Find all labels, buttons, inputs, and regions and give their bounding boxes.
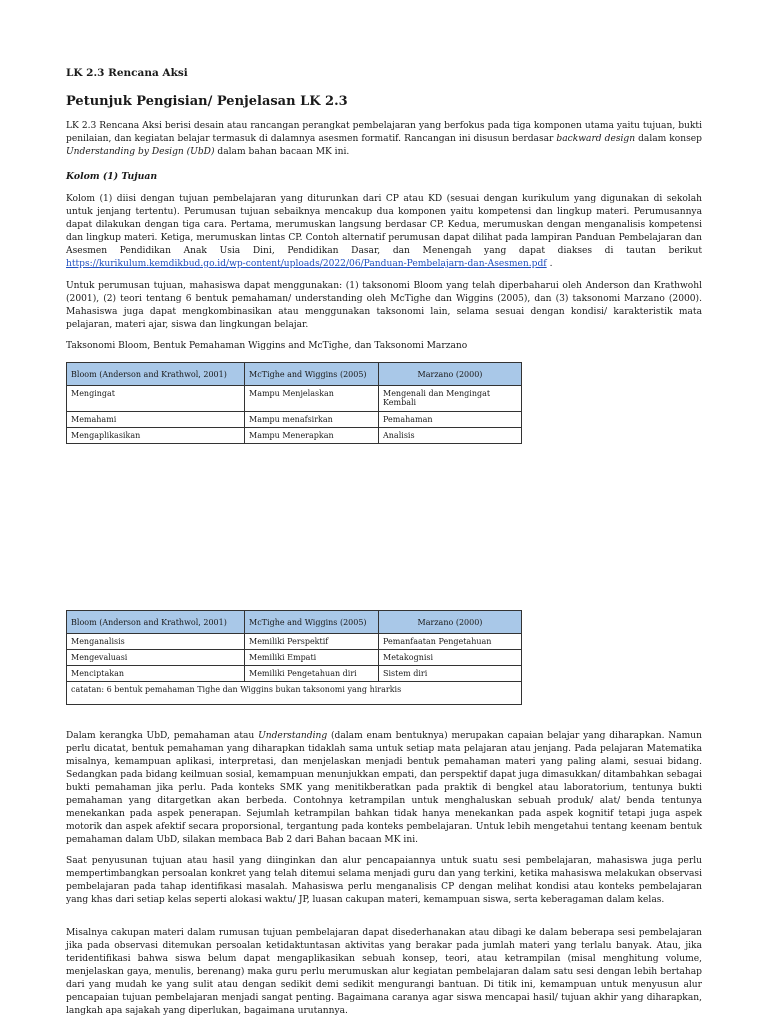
kolom-paragraph: Kolom (1) diisi dengan tujuan pembelajaran yang diturunkan dari CP atau KD (sesuai dengan kurikulum yang digunakan di sekolah untuk jenjang tertentu). Perumusan tujuan sebaiknya mencakup dua komponen yaitu kompetensi dan lingkup materi. Perumusannya dapat dilakukan dengan tiga cara. Pertama, merumuskan langsung berdasar CP. Kedua, merumuskan dengan menganalisis kompetensi dan lingkup materi. Ketiga, merumuskan lintas CP. Contoh alternatif perumusan dapat dilihat pada lampiran Panduan Pembelajaran dan Asesmen Pendidikan Anak Usia Dini, Pendidikan Dasar, dan Menengah yang dapat diakses di tautan berikut https://kurikulum.kemdikbud.go.id/wp-content/uploads/2022/06/Panduan-Pembelajarn-dan-Asesmen.pdf .	[66, 194, 702, 269]
table-cell: Mengingat	[67, 386, 245, 412]
section-label: LK 2.3 Rencana Aksi	[66, 67, 188, 79]
table-cell: Mengevaluasi	[67, 650, 245, 666]
table-row	[67, 412, 522, 428]
table-row	[67, 650, 522, 666]
table-row	[67, 428, 522, 444]
table-cell: Memiliki Pengetahuan diri	[245, 666, 379, 682]
page-title: Petunjuk Pengisian/ Penjelasan LK 2.3	[66, 94, 348, 109]
panduan-link[interactable]: https://kurikulum.kemdikbud.go.id/wp-content/uploads/2022/06/Panduan-Pembelajarn-dan-Asesmen.pdf	[66, 259, 547, 269]
table-row	[67, 386, 522, 412]
table-cell: Analisis	[379, 428, 522, 444]
table-header-row	[67, 611, 522, 634]
table-caption: Taksonomi Bloom, Bentuk Pemahaman Wiggins and McTighe, dan Taksonomi Marzano	[66, 341, 468, 351]
table-cell: Mampu Menerapkan	[245, 428, 379, 444]
table-cell: Metakognisi	[379, 650, 522, 666]
table-cell: Mampu menafsirkan	[245, 412, 379, 428]
table-cell: Memahami	[67, 412, 245, 428]
table-row	[67, 634, 522, 650]
taxonomy-table-2	[66, 610, 522, 705]
table-note-row	[67, 682, 522, 705]
table-cell: Memiliki Perspektif	[245, 634, 379, 650]
header-mctighe: McTighe and Wiggins (2005)	[245, 363, 379, 386]
kolom-heading: Kolom (1) Tujuan	[66, 171, 158, 182]
header-bloom: Bloom (Anderson and Krathwol, 2001)	[67, 363, 245, 386]
table-cell: Mampu Menjelaskan	[245, 386, 379, 412]
table-header-row	[67, 363, 522, 386]
table-cell: Pemahaman	[379, 412, 522, 428]
header-marzano: Marzano (2000)	[379, 363, 522, 386]
table-cell: Pemanfaatan Pengetahuan	[379, 634, 522, 650]
intro-paragraph: LK 2.3 Rencana Aksi berisi desain atau rancangan perangkat pembelajaran yang berfokus pada tiga komponen utama yaitu tujuan, bukti penilaian, dan kegiatan belajar termasuk di dalamnya asesmen formatif. Rancangan ini disusun berdasar backward design dalam konsep Understanding by Design (UbD) dalam bahan bacaan MK ini.	[66, 121, 702, 157]
table-cell: Mengenali dan Mengingat Kembali	[379, 386, 522, 412]
table-row	[67, 666, 522, 682]
understanding-paragraph: Dalam kerangka UbD, pemahaman atau Understanding (dalam enam bentuknya) merupakan capaian belajar yang diharapkan. Namun perlu dicatat, bentuk pemahaman yang diharapkan tidaklah sama untuk setiap mata pelajaran atau jenjang. Pada pelajaran Matematika misalnya, kemampuan aplikasi, interpretasi, dan menjelaskan menjadi bentuk pemahaman materi yang paling alami, sesuai bidang. Sedangkan pada bidang keilmuan sosial, kemampuan menunjukkan empati, dan perspektif dapat juga dimasukkan/ ditambahkan sebagai bukti pemahaman jika perlu. Pada konteks SMK yang menitikberatkan pada praktik di bengkel atau laboratorium, tentunya bukti pemahaman yang ditargetkan akan berbeda. Contohnya ketrampilan untuk menghaluskan sebuah produk/ alat/ benda tentunya menekankan pada aspek penerapan. Sejumlah ketrampilan bahkan tidak hanya menekankan pada aspek kognitif tetapi juga aspek motorik dan aspek afektif secara proporsional, tergantung pada konteks pembelajaran. Untuk lebih mengetahui tentang keenam bentuk pemahaman dalam UbD, silakan membaca Bab 2 dari Bahan bacaan MK ini.	[66, 731, 703, 845]
table-note: catatan: 6 bentuk pemahaman Tighe dan Wiggins bukan taksonomi yang hirarkis	[67, 682, 522, 705]
table-cell: Menganalisis	[67, 634, 245, 650]
header-bloom: Bloom (Anderson and Krathwol, 2001)	[67, 611, 245, 634]
taxonomy-paragraph: Untuk perumusan tujuan, mahasiswa dapat menggunakan: (1) taksonomi Bloom yang telah diperbaharui oleh Anderson dan Krathwohl (2001), (2) teori tentang 6 bentuk pemahaman/ understanding oleh McTighe dan Wiggins (2005), dan (3) taksonomi Marzano (2000). Mahasiswa juga dapat mengkombinasikan atau menggunakan taksonomi lain, selama sesuai dengan kondisi/ karakteristik mata pelajaran, materi ajar, siswa dan lingkungan belajar.	[66, 281, 702, 330]
table-cell: Sistem diri	[379, 666, 522, 682]
taxonomy-table-1	[66, 362, 522, 444]
table-cell: Memiliki Empati	[245, 650, 379, 666]
header-mctighe: McTighe and Wiggins (2005)	[245, 611, 379, 634]
table-cell: Menciptakan	[67, 666, 245, 682]
planning-paragraph: Saat penyusunan tujuan atau hasil yang diinginkan dan alur pencapaiannya untuk suatu sesi pembelajaran, mahasiswa juga perlu mempertimbangkan persoalan konkret yang telah ditemui selama menjadi guru dan yang terkini, ketika mahasiswa melakukan observasi pembelajaran pada tahap identifikasi masalah. Mahasiswa perlu menganalisis CP dengan melihat kondisi atau konteks pembelajaran yang khas dari setiap kelas seperti alokasi waktu/ JP, luasan cakupan materi, kemampuan siswa, serta keberagaman dalam kelas.	[66, 856, 702, 905]
header-marzano: Marzano (2000)	[379, 611, 522, 634]
table-cell: Mengaplikasikan	[67, 428, 245, 444]
example-paragraph: Misalnya cakupan materi dalam rumusan tujuan pembelajaran dapat disederhanakan atau dibagi ke dalam beberapa sesi pembelajaran jika pada observasi ditemukan persoalan ketidaktuntasan aktivitas yang berakar pada jumlah materi yang terlalu banyak. Atau, jika teridentifikasi bahwa siswa belum dapat mengaplikasikan sebuah konsep, teori, atau ketrampilan (misal menghitung volume, menjelaskan gaya, menulis, berenang) maka guru perlu merumuskan alur kegiatan pembelajaran dalam satu sesi dengan lebih bertahap dari yang mudah ke yang sulit atau dengan sedikit demi sedikit mengurangi bantuan. Di titik ini, kemampuan untuk menyusun alur pencapaian tujuan pembelajaran menjadi sangat penting. Bagaimana caranya agar siswa mencapai hasil/ tujuan akhir yang diharapkan, langkah apa sajakah yang diperlukan, bagaimana urutannya.	[66, 928, 702, 1016]
